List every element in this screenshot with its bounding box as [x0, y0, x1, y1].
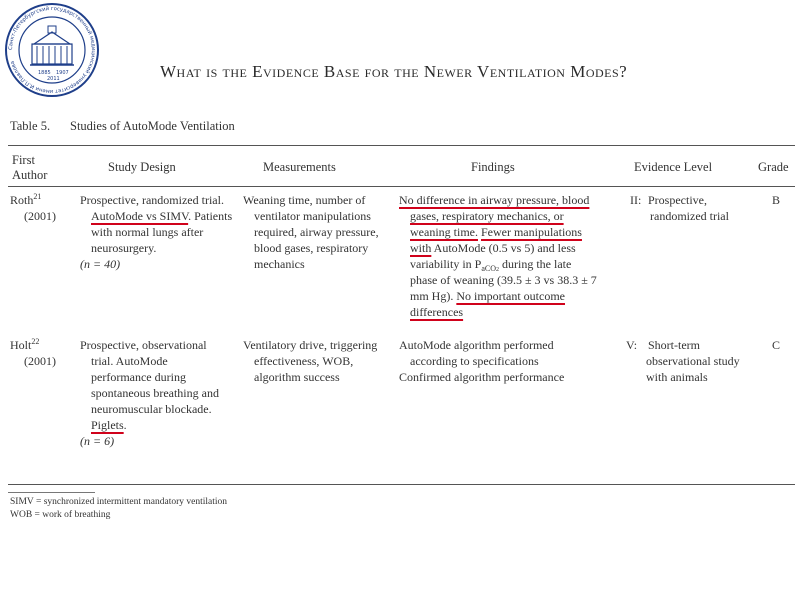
- seal-year-3: 2011: [47, 76, 60, 82]
- footnote-rule: [8, 492, 95, 493]
- seal-year-1: 1885: [38, 70, 51, 76]
- underlined-text: Piglets: [91, 418, 124, 432]
- underlined-text: AutoMode vs SIMV: [91, 209, 189, 223]
- header-grade: Grade: [758, 160, 789, 174]
- underlined-text: No important outcome differences: [410, 289, 565, 319]
- table-title: Studies of AutoMode Ventilation: [70, 119, 235, 133]
- table-caption: [10, 119, 235, 134]
- table-header-rule: [8, 186, 795, 187]
- seal-ring-text: Санкт-Петербургский государственный медицинский университет имени И.П.Павлова: [7, 5, 97, 95]
- table-row-author: Roth$^{21}$ (2001): [10, 192, 56, 223]
- table-number: Table 5.: [10, 119, 51, 133]
- table-row-grade: C: [772, 338, 781, 352]
- table-row-evidence-level: V: Short-term observational study with animals: [626, 338, 740, 384]
- table-top-rule: [8, 145, 795, 146]
- table-row-findings: AutoMode algorithm performed according to specifications Confirmed algorithm performance: [399, 338, 565, 384]
- footnote-wob: WOB = work of breathing: [10, 510, 111, 520]
- seal-year-2: 1907: [56, 70, 69, 76]
- header-author: First Author: [12, 153, 48, 182]
- underlined-text: No difference in airway pressure, blood gases, respiratory mechanics, or weaning time.: [399, 193, 590, 239]
- table-row-findings: No difference in airway pressure, blood gases, respiratory mechanics, or weaning time. Fewer manipulations with AutoMode (0.5 vs 5) and less variability in $P_{aCO2}$ during the late phase of weaning (39.5 ± 3 vs 38.3 ± 7 mm Hg). No important outcome differences: [399, 193, 597, 319]
- table-row-study-design: Prospective, observational trial. AutoMode performance during spontaneous breathing and neuromuscular blockade. Piglets. (n = 6): [80, 338, 219, 448]
- header-measurements: Measurements: [263, 160, 336, 174]
- header-evidence-level: Evidence Level: [634, 160, 713, 174]
- table-bottom-rule: [8, 484, 795, 485]
- table-row-evidence-level: II: Prospective, randomized trial: [630, 193, 729, 223]
- footnote-simv: SIMV = synchronized intermittent mandatory ventilation: [10, 497, 228, 507]
- underlined-text: Fewer manipulations with: [410, 225, 582, 255]
- header-study-design: Study Design: [108, 160, 176, 174]
- table-row-measurements: Ventilatory drive, triggering effectiveness, WOB, algorithm success: [243, 338, 378, 384]
- table-row-author: Holt$^{22}$ (2001): [10, 337, 56, 368]
- table-row-study-design: Prospective, randomized trial. AutoMode vs SIMV. Patients with normal lungs after neurosurgery. (n = 40): [80, 193, 233, 271]
- header-findings: Findings: [471, 160, 515, 174]
- slide-title: What is the Evidence Base for the Newer Ventilation Modes?: [160, 62, 628, 81]
- university-seal-icon: [4, 2, 100, 98]
- table-row-grade: B: [772, 193, 781, 207]
- table-row-measurements: Weaning time, number of ventilator manipulations required, airway pressure, blood gases, respiratory mechanics: [243, 193, 379, 271]
